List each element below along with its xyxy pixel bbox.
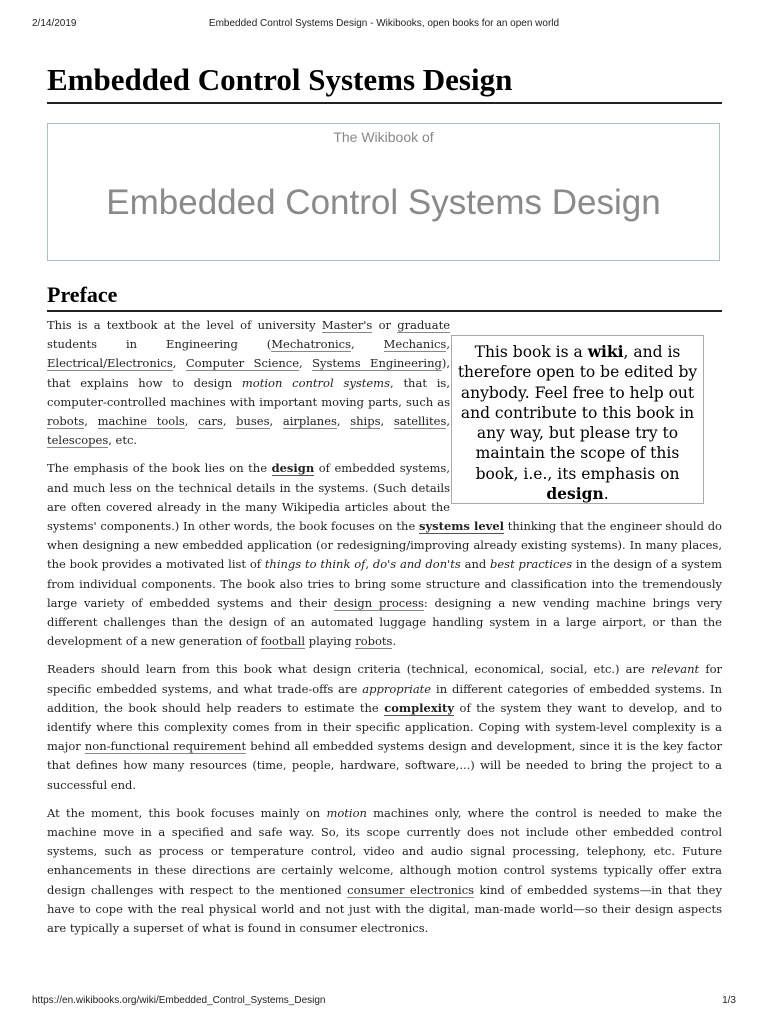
text: This is a textbook at the level of university [47, 318, 322, 332]
emphasis-motion: motion [326, 805, 367, 820]
text: , etc. [108, 433, 138, 448]
link-design[interactable]: design [271, 461, 315, 476]
emphasis-things-to-think-of: things to think of [264, 557, 366, 572]
text: of embedded systems, and much less on the technical details in the systems. (Such details are often covered already in the many Wikipedia articles about the systems' components.) In other words, the book focuses on the [47, 461, 450, 534]
link-cars[interactable]: cars [198, 414, 223, 429]
emphasis-relevant: relevant [651, 662, 700, 677]
link-complexity[interactable]: complexity [384, 700, 455, 715]
emphasis-motion-control-systems: motion control systems [241, 375, 390, 390]
paragraph-4 [47, 804, 722, 938]
link-satellites[interactable]: satellites [393, 414, 447, 429]
print-footer [32, 995, 736, 1009]
emphasis-best-practices: best practices [490, 557, 573, 572]
text: students in Engineering ( [47, 337, 272, 352]
text: ), that explains how to design [47, 356, 451, 390]
text: playing [305, 634, 356, 649]
link-ships[interactable]: ships [350, 414, 381, 429]
link-mechanics[interactable]: Mechanics [383, 337, 447, 352]
text: , [184, 414, 199, 429]
link-computer-science[interactable]: Computer Science [185, 356, 300, 371]
link-football[interactable]: football [260, 634, 306, 649]
text: Readers should learn from this book what design criteria (technical, economical, social, etc.) are [47, 662, 651, 677]
page-title: Embedded Control Systems Design [47, 62, 722, 104]
link-non-functional-requirement[interactable]: non-functional requirement [84, 739, 247, 754]
link-design-process[interactable]: design process [333, 595, 424, 610]
text: , [336, 414, 351, 429]
text: in different categories of embedded systems. In addition, the book should help readers to estimate the [47, 681, 722, 715]
text: and [460, 557, 491, 572]
cover-title: Embedded Control Systems Design [106, 183, 661, 222]
print-header [32, 18, 736, 32]
text: , [380, 414, 394, 429]
text: , and is therefore open to be edited by anybody. Feel free to help out and contribute to this book in any way, but please try to maintain the scope of this book, i.e., its emphasis on [457, 343, 698, 483]
text: , [84, 414, 98, 429]
link-airplanes[interactable]: airplanes [282, 414, 337, 429]
print-url: https://en.wikibooks.org/wiki/Embedded_Control_Systems_Design [32, 995, 326, 1006]
page-number: 1/3 [722, 995, 736, 1006]
link-graduate[interactable]: graduate [397, 318, 451, 332]
text: thinking that the engineer should do when designing a new embedded application (or redesigning/improving already existing systems). In many places, the book provides a motivated list of [47, 519, 722, 572]
link-systems-engineering[interactable]: Systems Engineering [312, 356, 442, 371]
design-emphasis: design [546, 484, 604, 504]
emphasis-dos-and-donts: do's and don'ts [372, 557, 461, 572]
text: The emphasis of the book lies on the [47, 461, 272, 476]
cover-box [47, 123, 720, 261]
link-masters[interactable]: Master's [321, 318, 373, 332]
text: behind all embedded systems design and development, since it is the key factor that defines how many resources (time, people, hardware, software,...) will be needed to bring the project to a successful end. [47, 739, 722, 792]
text: , [172, 356, 186, 371]
wiki-notice-box [451, 335, 704, 504]
text: : designing a new vending machine brings very different challenges than the design of an automated luggage handling system in a large airport, or than the development of a new generation of [47, 595, 722, 649]
text: machines only, where the control is needed to make the machine move in a specified and safe way. So, its scope currently does not include other embedded control systems, such as process or temperature control, video and audio signal processing, telephony, etc. Future enhancements in these directions are certainly welcome, although motion control systems typically offer extra design challenges with respect to the mentioned [47, 805, 723, 897]
print-date: 2/14/2019 [32, 18, 77, 29]
paragraph-3 [47, 660, 722, 794]
text: , [351, 337, 384, 352]
link-buses[interactable]: buses [236, 414, 270, 429]
link-robots[interactable]: robots [47, 414, 85, 429]
link-systems-level[interactable]: systems level [419, 519, 505, 534]
text: in the design of a system from individual components. The book also tries to bring some structure and classification into the tremendously large variety of embedded systems and their [47, 557, 722, 610]
link-robots-2[interactable]: robots [355, 634, 393, 649]
emphasis-appropriate: appropriate [362, 681, 432, 696]
text: , [446, 414, 451, 429]
text: , [269, 414, 283, 429]
text: , [446, 337, 450, 352]
cover-subtitle: The Wikibook of [333, 129, 434, 145]
wiki-link[interactable]: wiki [587, 342, 624, 361]
link-mechatronics[interactable]: Mechatronics [271, 337, 352, 352]
link-consumer-electronics[interactable]: consumer electronics [347, 882, 475, 897]
link-telescopes[interactable]: telescopes [47, 433, 109, 448]
text: , [222, 414, 237, 429]
text: of the system they want to develop, and to identify where this complexity comes from in their specific application. Coping with system-level complexity is a major [47, 700, 723, 754]
link-machine-tools[interactable]: machine tools [97, 414, 185, 429]
link-electrical-electronics[interactable]: Electrical/Electronics [47, 356, 173, 371]
section-title-preface: Preface [47, 282, 722, 312]
text: , that is, computer-controlled machines with important moving parts, such as [47, 375, 450, 409]
text: or [372, 318, 398, 332]
text: kind of embedded systems—in that they have to cope with the real physical world and not just with the digital, man-made world—so their design aspects are typically a superset of what is found in consumer electronics. [47, 882, 722, 936]
print-page-title: Embedded Control Systems Design - Wikibooks, open books for an open world [208, 18, 560, 29]
text: This book is a [474, 343, 588, 361]
text: for specific embedded systems, and what trade-offs are [47, 662, 722, 696]
text: , [365, 557, 373, 572]
text: . [603, 485, 609, 504]
text: , [299, 356, 313, 371]
text: At the moment, this book focuses mainly on [47, 805, 327, 820]
text: . [392, 634, 397, 649]
